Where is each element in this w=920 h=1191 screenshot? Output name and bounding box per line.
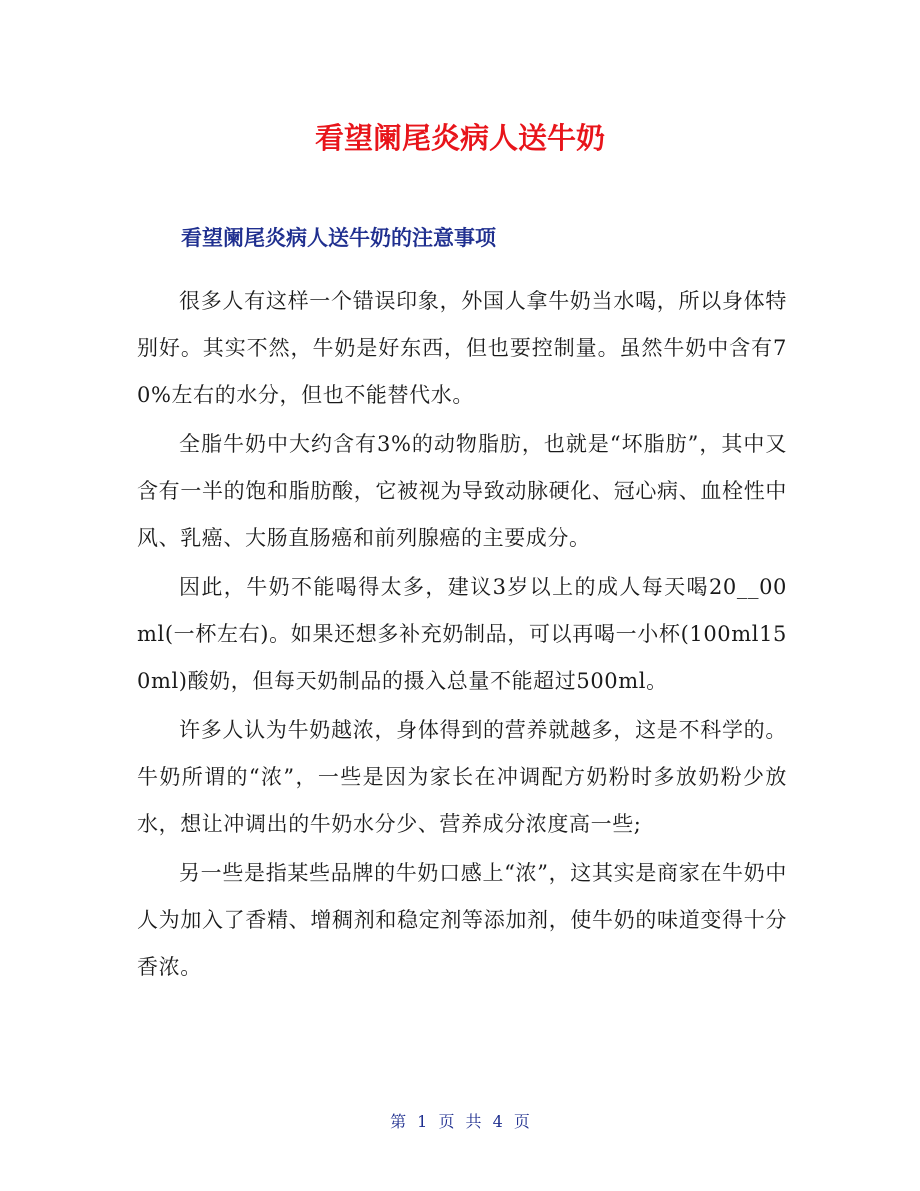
paragraph: 很多人有这样一个错误印象，外国人拿牛奶当水喝，所以身体特别好。其实不然，牛奶是好东西，但也要控制量。虽然牛奶中含有70%左右的水分，但也不能替代水。 <box>137 289 787 407</box>
paragraph: 全脂牛奶中大约含有3%的动物脂肪，也就是“坏脂肪”，其中又含有一半的饱和脂肪酸，它被视为导致动脉硬化、冠心病、血栓性中风、乳癌、大肠直肠癌和前列腺癌的主要成分。 <box>137 432 787 550</box>
paragraph: 另一些是指某些品牌的牛奶口感上“浓”，这其实是商家在牛奶中人为加入了香精、增稠剂和稳定剂等添加剂，使牛奶的味道变得十分香浓。 <box>137 861 787 979</box>
page-footer: 第 1 页 共 4 页 <box>390 1112 530 1131</box>
paragraph: 因此，牛奶不能喝得太多，建议3岁以上的成人每天喝20__00ml(一杯左右)。如果还想多补充奶制品，可以再喝一小杯(100ml150ml)酸奶，但每天奶制品的摄入总量不能超过500ml。 <box>137 575 787 693</box>
document-title: 看望阑尾炎病人送牛奶 <box>314 121 605 155</box>
paragraph: 许多人认为牛奶越浓，身体得到的营养就越多，这是不科学的。牛奶所谓的“浓”，一些是因为家长在冲调配方奶粉时多放奶粉少放水，想让冲调出的牛奶水分少、营养成分浓度高一些; <box>137 718 787 836</box>
section-heading: 看望阑尾炎病人送牛奶的注意事项 <box>181 226 496 250</box>
document-body <box>137 278 787 993</box>
